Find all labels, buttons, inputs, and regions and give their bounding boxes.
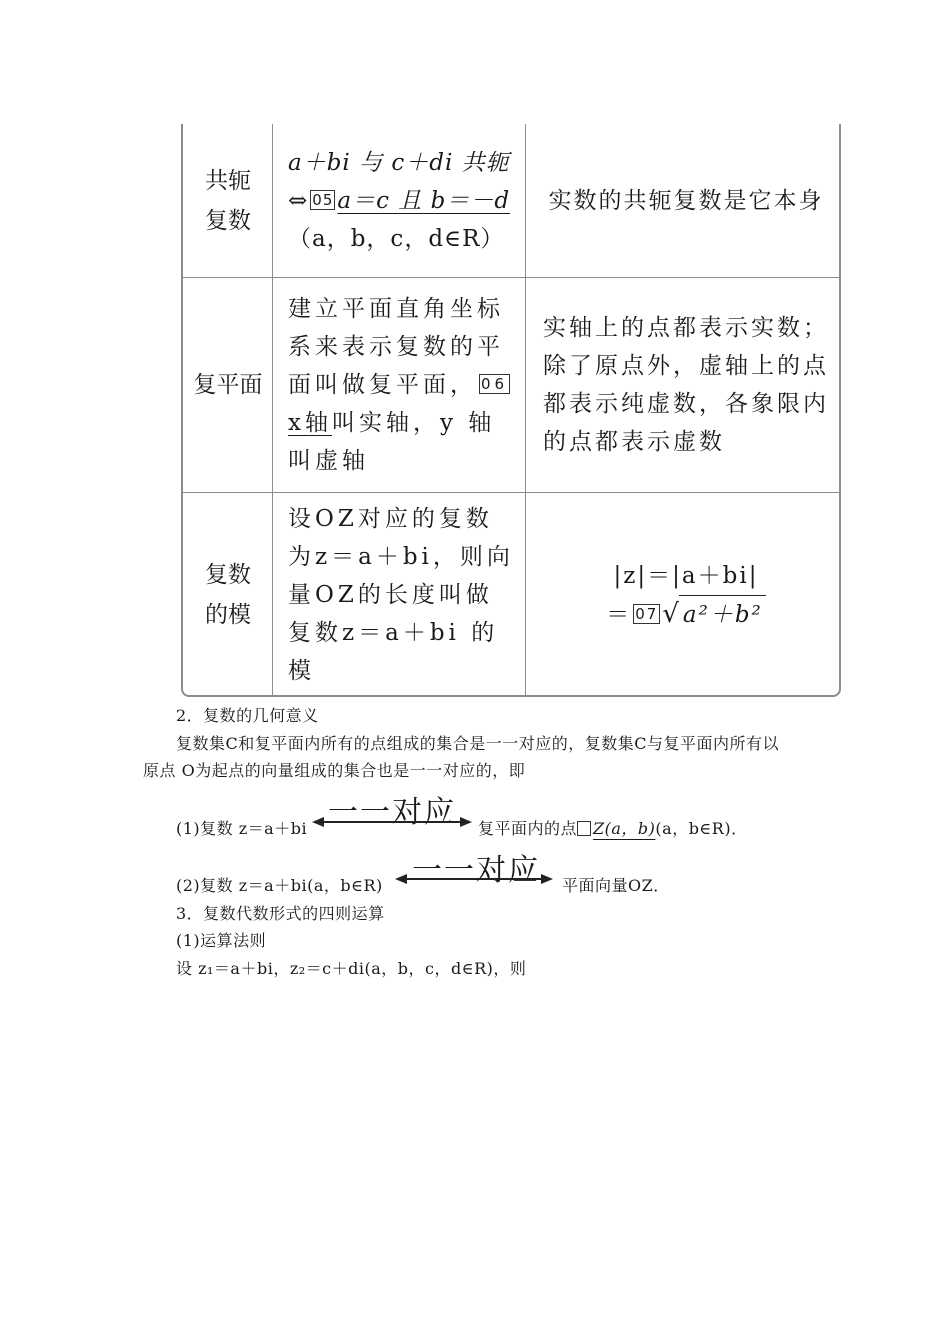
definition-complex-plane: [274, 278, 526, 492]
modulus-formula: |z|＝|a＋bi|: [613, 562, 759, 589]
note-conjugate: [527, 124, 841, 277]
paragraph-line: 复数集C和复平面内所有的点组成的集合是一一对应的，复数集C与复平面内所有以: [176, 734, 779, 753]
blank-answer: Z(a，b): [593, 819, 656, 838]
definition-modulus: [274, 493, 526, 697]
term-label: 复平面: [193, 372, 263, 398]
definition-line: （a，b，c，d∈R）: [288, 225, 505, 252]
definition-conjugate: a＋bi 与 c＋di 共轭 ⇔ 05 a＝c 且 b＝－d （a，b，c，d∈R）: [274, 124, 526, 277]
paragraph-line: 设 z₁＝a＋bi，z₂＝c＋di(a，b，c，d∈R)，则: [176, 959, 527, 978]
item-left: (2)复数 z＝a＋bi(a，b∈R): [176, 876, 383, 895]
item-right: [478, 818, 748, 840]
definition-text: 设OZ对应的复数为z＝a＋bi，则向量OZ的长度叫做复数z＝a＋bi 的模: [288, 506, 514, 684]
note-complex-plane: [527, 278, 841, 492]
subheading: (1)运算法则: [176, 931, 267, 950]
blank-number-box: 05: [312, 190, 334, 209]
term-label: 共轭复数: [205, 167, 251, 234]
blank-number-box: 07: [635, 604, 659, 623]
section-heading: 2．复数的几何意义: [176, 706, 319, 725]
correspondence-label: 一一对应: [328, 795, 456, 830]
blank-answer: x轴: [288, 410, 332, 436]
correspondence-label: 一一对应: [412, 853, 540, 888]
term-modulus: [183, 493, 273, 697]
term-label: 复数的模: [205, 562, 251, 628]
sqrt-expression: √a²＋b²: [662, 595, 765, 634]
sqrt-radicand: a²＋b²: [679, 595, 766, 634]
definition-line: a＋bi 与 c＋di 共轭: [288, 149, 510, 176]
item-right: 平面向量OZ．: [562, 876, 670, 895]
note-modulus: |z|＝|a＋bi| ＝ 07 √a²＋b²: [527, 493, 841, 697]
item-right-text: 复平面内的点: [478, 819, 578, 838]
term-conjugate: [183, 124, 273, 277]
note-text: 实数的共轭复数是它本身: [548, 187, 824, 214]
blank-answer: a＝c 且 b＝－d: [337, 187, 511, 214]
paragraph-line: 原点 O为起点的向量组成的集合也是一一对应的，即: [143, 761, 526, 780]
term-complex-plane: [183, 278, 273, 492]
blank-box-icon: [577, 821, 591, 836]
section-heading: 3．复数代数形式的四则运算: [176, 904, 385, 923]
double-arrow-icon: [312, 815, 472, 829]
definition-text: 叫实轴，y 轴叫虚轴: [288, 410, 496, 474]
item-left: (1)复数 z＝a＋bi: [176, 819, 308, 838]
double-arrow-icon: [395, 872, 553, 886]
item-right-text: (a，b∈R)．: [655, 819, 748, 838]
note-text: 实轴上的点都表示实数；除了原点外，虚轴上的点都表示纯虚数，各象限内的点都表示虚数: [543, 315, 829, 455]
definition-text: 建立平面直角坐标系来表示复数的平面叫做复平面，: [288, 296, 504, 398]
blank-number-box: 06: [481, 375, 509, 393]
complex-number-table: [181, 124, 841, 697]
